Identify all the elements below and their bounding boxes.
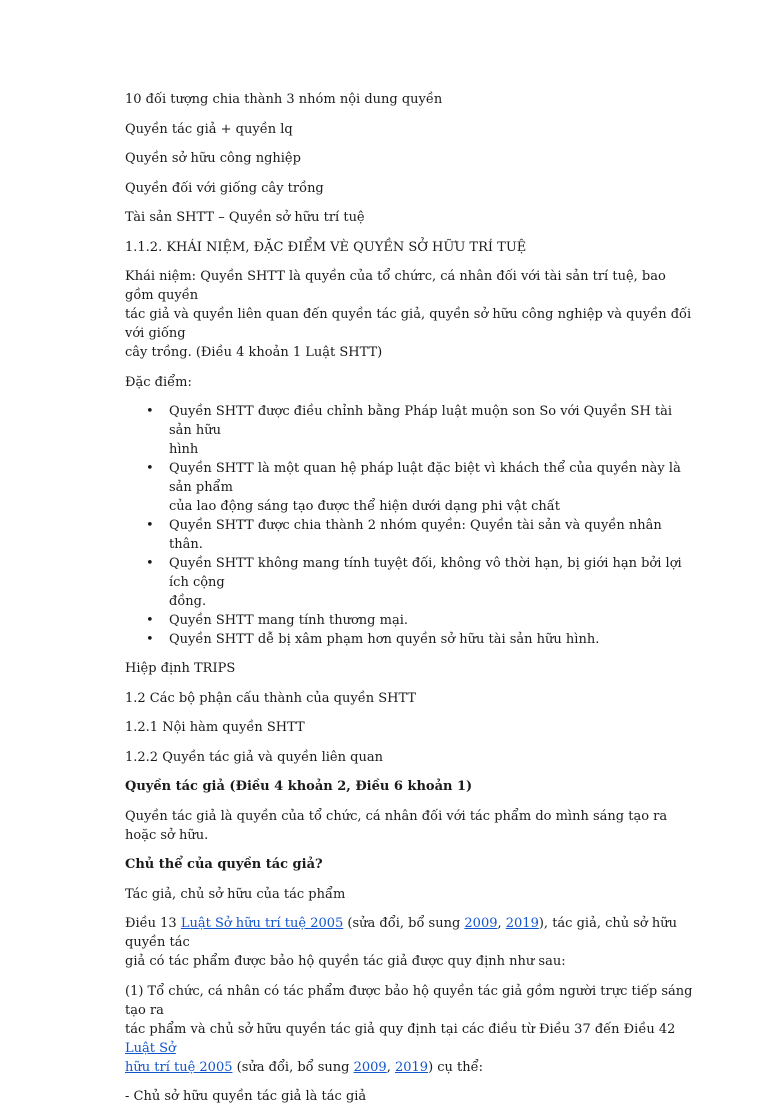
paragraph: - Chủ sở hữu quyền tác giả là tác giả xyxy=(125,1089,367,1104)
bold-heading: Chủ thể của quyền tác giả? xyxy=(125,857,323,872)
year-2019-link[interactable]: 2019 xyxy=(505,916,539,931)
article-13-paragraph: Điều 13 Luật Sở hữu trí tuệ 2005 (sửa đổi, bổ sung 2009, 2019), tác giả, chủ sở hữu quyền tác giả có tác phẩm được bảo hộ quyền tác giả được quy định như sau: xyxy=(125,916,677,969)
paragraph: Quyền sở hữu công nghiệp xyxy=(125,151,301,166)
list-item: • Quyền SHTT mang tính thương mại. xyxy=(146,613,408,628)
law-link-continued[interactable]: hữu trí tuệ 2005 xyxy=(125,1059,233,1075)
law-link[interactable]: Luật Sở xyxy=(125,1040,176,1056)
paragraph: Đặc điểm: xyxy=(125,374,192,390)
bullet-icon: • xyxy=(146,404,154,419)
list-item: • Quyền SHTT không mang tính tuyệt đối, không vô thời hạn, bị giới hạn bởi lợi ích cộng đồng. xyxy=(146,556,682,609)
definition-paragraph: Khái niệm: Quyền SHTT là quyền của tổ chứrc, cá nhân đối với tài sản trí tuệ, bao gồm quyền tác giả và quyền liên quan đến quyền tác giả, quyền sở hữu công nghiệp và quyền đối với giống cây trồng. (Điều 4 khoản 1 Luật SHTT) xyxy=(125,269,692,360)
bullet-icon: • xyxy=(146,613,154,628)
year-2009-link[interactable]: 2009 xyxy=(464,916,498,931)
bullet-list xyxy=(125,402,695,649)
list-item: • Quyền SHTT được điều chỉnh bằng Pháp luật muộn son So với Quyền SH tài sản hữu hình xyxy=(146,404,673,457)
paragraph: Quyền tác giả + quyền lq xyxy=(125,121,293,137)
list-item: • Quyền SHTT là một quan hệ pháp luật đặc biệt vì khách thể của quyền này là sản phẩm của lao động sáng tạo được thể hiện dưới dạng phi vật chất xyxy=(146,461,681,514)
bullet-icon: • xyxy=(146,556,154,571)
bullet-icon: • xyxy=(146,518,154,533)
paragraph: Quyền đối với giống cây trồng xyxy=(125,180,324,196)
paragraph: 1.2.2 Quyền tác giả và quyền liên quan xyxy=(125,749,383,765)
bullet-icon: • xyxy=(146,461,154,476)
paragraph: 1.2.1 Nội hàm quyền SHTT xyxy=(125,720,305,735)
year-2009-link[interactable]: 2009 xyxy=(353,1059,387,1075)
paragraph: 1.2 Các bộ phận cấu thành của quyền SHTT xyxy=(125,690,417,706)
paragraph: Quyền tác giả là quyền của tổ chức, cá nhân đối với tác phẩm do mình sáng tạo ra hoặc sở hữu. xyxy=(125,808,668,843)
paragraph: Tác giả, chủ sở hữu của tác phẩm xyxy=(125,886,346,902)
bold-heading: Quyền tác giả (Điều 4 khoản 2, Điều 6 khoản 1) xyxy=(125,779,473,794)
section-heading: 1.1.2. KHÁI NIỆM, ĐẶC ĐIỂM VÈ QUYỀN SỞ HỮU TRÍ TUỆ xyxy=(125,239,527,255)
law-link[interactable]: Luật Sở hữu trí tuệ 2005 xyxy=(180,916,344,931)
list-item: • Quyền SHTT được chia thành 2 nhóm quyền: Quyền tài sản và quyền nhân thân. xyxy=(146,518,662,552)
paragraph: 10 đối tượng chia thành 3 nhóm nội dung quyền xyxy=(125,92,443,107)
list-item: • Quyền SHTT dễ bị xâm phạm hơn quyền sở hữu tài sản hữu hình. xyxy=(146,632,600,647)
paragraph: Tài sản SHTT – Quyền sở hữu trí tuệ xyxy=(125,210,365,225)
bullet-icon: • xyxy=(146,632,154,647)
paragraph: Hiệp định TRIPS xyxy=(125,661,236,676)
clause-1-paragraph: (1) Tổ chức, cá nhân có tác phẩm được bảo hộ quyền tác giả gồm người trực tiếp sáng tạo ra tác phẩm và chủ sở hữu quyền tác giả quy định tại các điều từ Điều 37 đến Điều 42 Luật Sở hữu trí tuệ 2005 (sửa đổi, bổ sung 2009, 2019) cụ thể: xyxy=(125,983,693,1075)
year-2019-link[interactable]: 2019 xyxy=(394,1059,429,1075)
document-body xyxy=(125,90,695,1117)
